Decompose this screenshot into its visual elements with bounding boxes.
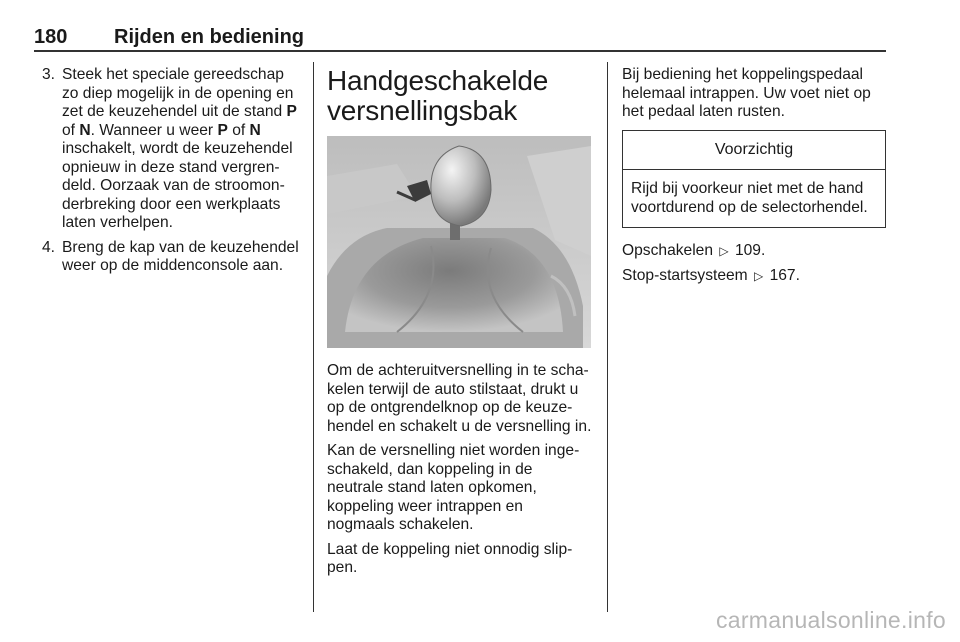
reference-page[interactable]: 167. xyxy=(769,266,800,284)
caution-box xyxy=(622,130,886,229)
paragraph: Om de achteruitversnelling in te scha-kelen terwijl de auto stilstaat, drukt u op de ontgrendelknop op de keuze-hendel en schakelt u de versnelling in. xyxy=(327,362,592,435)
step-number: 4. xyxy=(42,238,56,256)
paragraph: Kan de versnelling niet worden inge-schakeld, dan koppeling in de neutrale stand laten opkomen, koppeling weer intrappen en nogmaals schakelen. xyxy=(327,442,580,533)
column-divider-1 xyxy=(313,62,314,612)
step-text: of xyxy=(227,121,250,139)
reference-line xyxy=(622,242,886,261)
step-text: Breng de kap van de keuzehendel weer op de middenconsole aan. xyxy=(62,238,299,274)
step-text: inschakelt, wordt de keuzehendel opnieuw in deze stand vergren-deld. Oorzaak van de stroomon-derbreking door een werkplaats laten verhelpen. xyxy=(62,140,293,231)
section-title: Rijden en bediening xyxy=(114,26,305,48)
reference-label: Opschakelen xyxy=(622,242,714,259)
steps-list xyxy=(34,66,300,276)
gear-shifter-illustration xyxy=(327,136,591,348)
reference-arrow-icon: ▷ xyxy=(754,268,764,283)
reference-label: Stop-startsysteem xyxy=(622,266,748,284)
page-header xyxy=(34,26,886,52)
heading-line-2: versnellingsbak xyxy=(327,95,517,126)
main-heading xyxy=(327,66,593,126)
step-text: of xyxy=(62,121,80,139)
paragraph: Laat de koppeling niet onnodig slip-pen. xyxy=(327,540,573,576)
gear-position-p: P xyxy=(286,103,297,120)
header-rule xyxy=(34,50,886,52)
list-item xyxy=(34,66,300,233)
step-text: Steek het speciale gereedschap zo diep mogelijk in de opening en zet de keuzehendel uit de stand xyxy=(62,66,294,120)
column-left xyxy=(34,66,300,282)
watermark: carmanualsonline.info xyxy=(715,607,946,633)
column-divider-2 xyxy=(607,62,608,612)
gear-position-n: N xyxy=(249,121,261,139)
column-right xyxy=(622,66,886,291)
column-middle xyxy=(327,66,593,584)
gear-position-p: P xyxy=(217,121,228,139)
step-text: . Wanneer u weer xyxy=(90,121,218,139)
list-item xyxy=(34,239,300,276)
reference-arrow-icon: ▷ xyxy=(719,244,729,258)
step-number: 3. xyxy=(42,66,56,83)
heading-line-1: Handgeschakelde xyxy=(327,65,549,96)
gear-position-n: N xyxy=(79,121,91,139)
intro-paragraph: Bij bediening het koppelingspedaal helemaal intrappen. Uw voet niet op het pedaal laten rusten. xyxy=(622,66,871,120)
reference-page[interactable]: 109. xyxy=(734,242,766,259)
reference-line xyxy=(622,267,886,286)
gear-shifter-image xyxy=(327,136,591,348)
caution-text: Rijd bij voorkeur niet met de hand voortdurend op de selectorhendel. xyxy=(631,180,868,216)
caution-title: Voorzichtig xyxy=(623,131,885,171)
page-number: 180 xyxy=(34,26,68,48)
